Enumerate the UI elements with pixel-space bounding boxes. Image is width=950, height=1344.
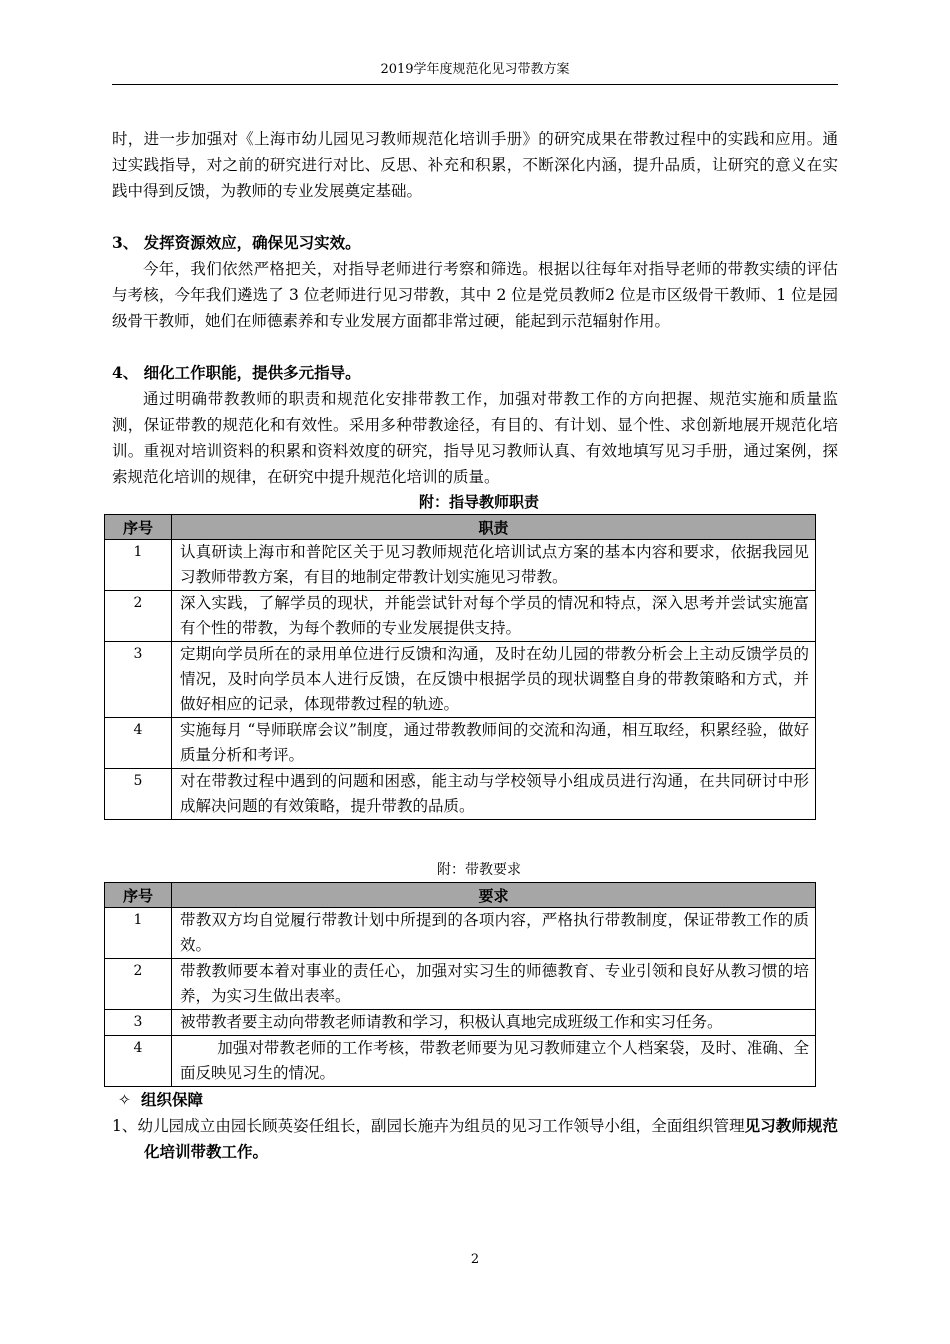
- section-4-heading: 4、 细化工作职能，提供多元指导。: [112, 363, 361, 382]
- requirement-table: [104, 882, 816, 1087]
- col-header-duty: 职责: [172, 515, 816, 540]
- row-text: 实施每月 “导师联席会议”制度，通过带教教师间的交流和沟通，相互取经，积累经验，做好质量分析和考评。: [172, 718, 816, 769]
- diamond-bullet-icon: ✧: [118, 1091, 131, 1109]
- duty-table: [104, 514, 816, 820]
- header-title: 2019学年度规范化见习带教方案: [380, 62, 570, 77]
- row-text: 对在带教过程中遇到的问题和困惑，能主动与学校领导小组成员进行沟通，在共同研讨中形成解决问题的有效策略，提升带教的品质。: [172, 769, 816, 820]
- duty-table-title: 附：指导教师职责: [418, 493, 539, 511]
- row-num: 2: [105, 591, 172, 642]
- row-num: 3: [105, 1010, 172, 1036]
- table-row: [105, 769, 816, 820]
- row-num: 5: [105, 769, 172, 820]
- row-text: 定期向学员所在的录用单位进行反馈和沟通，及时在幼儿园的带教分析会上主动反馈学员的情况，及时向学员本人进行反馈，在反馈中根据学员的现状调整自身的带教策略和方式，并做好相应的记录，体现带教过程的轨迹。: [172, 642, 816, 718]
- row-num: 4: [105, 1036, 172, 1087]
- page-number: 2: [470, 1252, 480, 1267]
- duty-table-header: [105, 515, 816, 540]
- table-row: [105, 642, 816, 718]
- table-row: [105, 959, 816, 1010]
- row-num: 1: [105, 908, 172, 959]
- table-row: [105, 540, 816, 591]
- row-num: 2: [105, 959, 172, 1010]
- col-header-num: 序号: [105, 515, 172, 540]
- intro-paragraph: 时，进一步加强对《上海市幼儿园见习教师规范化培训手册》的研究成果在带教过程中的实践和应用。通过实践指导，对之前的研究进行对比、反思、补充和积累，不断深化内涵，提升品质，让研究的意义在实践中得到反馈，为教师的专业发展奠定基础。: [112, 130, 838, 200]
- col-header-num: 序号: [105, 883, 172, 908]
- row-num: 1: [105, 540, 172, 591]
- requirement-table-header: [105, 883, 816, 908]
- requirement-table-title: 附：带教要求: [437, 862, 521, 878]
- table-row: [105, 908, 816, 959]
- table-row: [105, 1036, 816, 1087]
- row-num: 4: [105, 718, 172, 769]
- row-num: 3: [105, 642, 172, 718]
- section-4-body: 通过明确带教教师的职责和规范化安排带教工作，加强对带教工作的方向把握、规范实施和质量监测，保证带教的规范化和有效性。采用多种带教途径，有目的、有计划、显个性、求创新地展开规范化培训。重视对培训资料的积累和资料效度的研究，指导见习教师认真、有效地填写见习手册，通过案例，探索规范化培训的规律，在研究中提升规范化培训的质量。: [112, 390, 838, 486]
- row-text: 被带教者要主动向带教老师请教和学习，积极认真地完成班级工作和实习任务。: [172, 1010, 816, 1036]
- section-3-body: 今年，我们依然严格把关，对指导老师进行考察和筛选。根据以往每年对指导老师的带教实绩的评估与考核，今年我们遴选了 3 位老师进行见习带教，其中 2 位是党员教师2 位是市区级骨干教师、1 位是园级骨干教师，她们在师德素养和专业发展方面都非常过硬，能起到示范辐射作用。: [112, 260, 838, 330]
- organization-item-1-bold: 见习教师规范化培训带教工作。: [144, 1116, 838, 1161]
- row-text: 深入实践，了解学员的现状，并能尝试针对每个学员的情况和特点，深入思考并尝试实施富有个性的带教，为每个教师的专业发展提供支持。: [172, 591, 816, 642]
- row-text: 加强对带教老师的工作考核，带教老师要为见习教师建立个人档案袋，及时、准确、全面反映见习生的情况。: [172, 1036, 816, 1087]
- table-row: [105, 1010, 816, 1036]
- row-text: 带教双方均自觉履行带教计划中所提到的各项内容，严格执行带教制度，保证带教工作的质效。: [172, 908, 816, 959]
- organization-item-1-text: 1、幼儿园成立由园长顾英姿任组长，副园长施卉为组员的见习工作领导小组，全面组织管理: [112, 1117, 745, 1135]
- col-header-requirement: 要求: [172, 883, 816, 908]
- table-row: [105, 591, 816, 642]
- row-text: 认真研读上海市和普陀区关于见习教师规范化培训试点方案的基本内容和要求，依据我园见习教师带教方案，有目的地制定带教计划实施见习带教。: [172, 540, 816, 591]
- table-row: [105, 718, 816, 769]
- organization-item-1: [112, 1113, 838, 1165]
- document-body: [112, 126, 838, 1165]
- organization-heading-text: 组织保障: [141, 1090, 204, 1109]
- section-3-heading: 3、 发挥资源效应，确保见习实效。: [112, 233, 361, 252]
- row-text: 带教教师要本着对事业的责任心，加强对实习生的师德教育、专业引领和良好从教习惯的培养，为实习生做出表率。: [172, 959, 816, 1010]
- organization-heading: [112, 1087, 838, 1113]
- page-header: [112, 60, 838, 85]
